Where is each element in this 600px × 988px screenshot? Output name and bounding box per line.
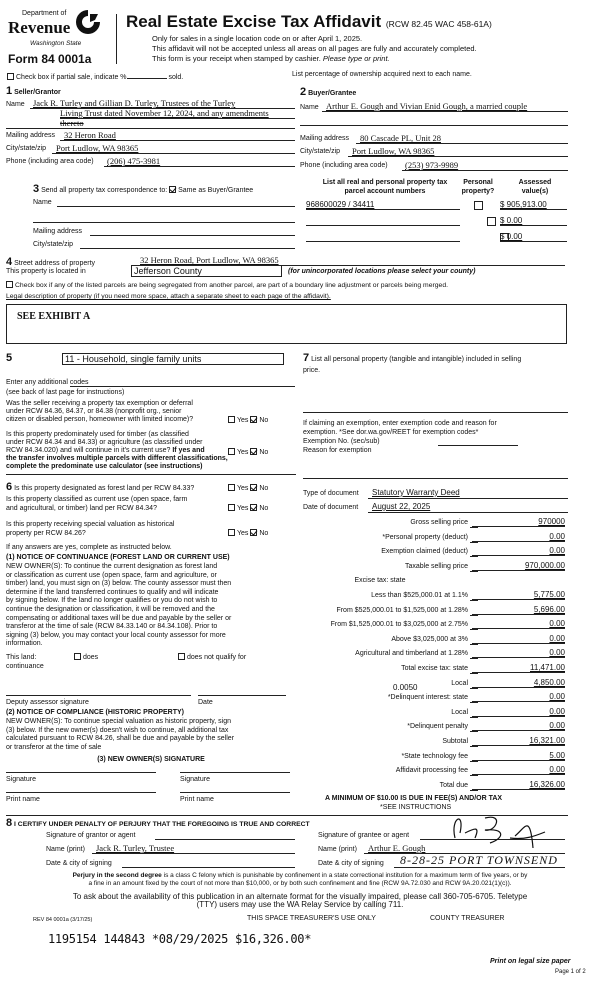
parcel-number-field[interactable]: 968600029 / 34411	[306, 200, 460, 210]
county-select[interactable]: Jefferson County	[131, 265, 282, 277]
q-historic-yesno: Yes No	[228, 529, 268, 537]
exemption-question: Was the seller receiving a property tax exemption or deferral under RCW 84.36, 84.37, or 84.38 (nonprofit org., senior citizen or disabled person, homeowner with limited income)?	[6, 400, 194, 423]
see-instructions-note: *SEE INSTRUCTIONS	[380, 804, 452, 811]
doc-date-field[interactable]: August 22, 2025	[372, 502, 431, 511]
tax-row-value[interactable]: 0.00	[472, 634, 565, 644]
notice-continuance-title: (1) NOTICE OF CONTINUANCE (FOREST LAND OR CURRENT USE)	[6, 554, 230, 561]
treasurer-use: THIS SPACE TREASURER'S USE ONLY	[247, 915, 376, 922]
tax-row-value[interactable]: 0.00	[472, 765, 565, 775]
new-owner-signature-title: (3) NEW OWNER(S) SIGNATURE	[97, 756, 205, 763]
corr-name-field[interactable]	[57, 206, 295, 207]
tax-row-label: *Delinquent interest: state	[387, 694, 468, 702]
yes-checkbox[interactable]	[228, 416, 235, 423]
partial-sale-row: Check box if partial sale, indicate % sold.	[7, 73, 183, 81]
legal-desc-label: Legal description of property (if you need more space, attach a separate sheet to each page of the affidavit).	[6, 293, 331, 300]
personal-property-field[interactable]	[303, 412, 568, 413]
signature-label: Signature	[6, 776, 36, 783]
logo-revenue: Revenue	[8, 18, 71, 37]
buyer-phone[interactable]: (253) 973-9989	[405, 160, 459, 170]
seller-name-line1[interactable]: Jack R. Turley and Gillian D. Turley, Trustees of the Turley	[33, 98, 236, 108]
seller-name-line3[interactable]: thereto	[60, 118, 84, 128]
header-line2: This affidavit will not be accepted unless all areas on all pages are fully and accurately completed.	[152, 44, 477, 53]
corr-mail-field[interactable]	[90, 235, 295, 236]
owner-print-2[interactable]	[180, 792, 290, 793]
tax-row-label: Total due	[439, 781, 468, 789]
assessed-value-field[interactable]: $ 0.00	[500, 232, 567, 242]
tax-row-value[interactable]: 5.00	[472, 751, 565, 761]
tax-row-label: Local	[451, 708, 468, 716]
buyer-mail[interactable]: 80 Cascade PL, Unit 28	[360, 133, 441, 143]
tax-row-label: Gross selling price	[410, 519, 468, 526]
q-forest-yesno: Yes No	[228, 484, 268, 492]
assessed-value-field[interactable]: $ 905,913.00	[500, 200, 567, 210]
tax-row-label: Taxable selling price	[404, 562, 468, 570]
seller-phone[interactable]: (206) 475-3981	[107, 156, 161, 166]
personal-property-checkbox[interactable]	[487, 217, 496, 226]
page-title: Real Estate Excise Tax Affidavit (RCW 82.45 WAC 458-61A)	[126, 12, 492, 31]
form-number: Form 84 0001a	[8, 52, 92, 66]
corr-city-label: City/state/zip	[33, 241, 74, 248]
corr-name-label: Name	[33, 199, 52, 206]
tax-row-label: Above $3,025,000 at 3%	[391, 635, 468, 643]
section5-number: 5	[6, 352, 13, 364]
exemption-no-field[interactable]	[438, 445, 518, 446]
exemption-no-label: Exemption No. (sec/sub)	[303, 438, 380, 445]
grantor-name-field[interactable]: Jack R. Turley, Trustee	[96, 843, 175, 853]
grantee-date-label: Date & city of signing	[318, 860, 384, 867]
tax-row-value[interactable]: 0.00	[472, 692, 565, 702]
tax-row-value[interactable]: 11,471.00	[472, 663, 565, 673]
page-number: Page 1 of 2	[555, 969, 586, 975]
property-street-row: 4 Street address of property	[6, 256, 96, 268]
personal-property-checkbox[interactable]	[474, 201, 483, 210]
header-divider	[116, 14, 117, 64]
additional-codes-field[interactable]	[70, 386, 295, 387]
seller-phone-label: Phone (including area code)	[6, 158, 94, 165]
land-use-code-select[interactable]: 11 - Household, single family units	[62, 353, 284, 365]
parcel-number-field[interactable]	[306, 232, 460, 242]
seller-city[interactable]: Port Ludlow, WA 98365	[56, 143, 139, 153]
located-in-label: This property is located in	[6, 268, 86, 275]
grantee-name-field[interactable]: Arthur E. Gough	[368, 843, 426, 853]
grantor-name-label: Name (print)	[46, 846, 85, 853]
tax-row-label: *Delinquent penalty	[407, 723, 468, 731]
minimum-due-note: A MINIMUM OF $10.00 IS DUE IN FEE(S) AND/OR TAX	[325, 795, 503, 802]
grantor-date-label: Date & city of signing	[46, 860, 112, 867]
buyer-name[interactable]: Arthur E. Gough and Vivian Enid Gough, a married couple	[326, 101, 528, 111]
tax-row-label: Agricultural and timberland at 1.28%	[355, 650, 468, 658]
dor-emblem-icon	[74, 8, 102, 36]
doc-type-field[interactable]: Statutory Warranty Deed	[372, 488, 460, 497]
perjury-notice: Perjury in the second degree is a class C felony which is punishable by confinement in a state correctional institution for a maximum term of five years, or by a fine in an amount fixed by the court of not more than $10,000, or by both such confinement and fine (RCW 9A.72.030 and RCW 9A.20.021(1)(c)).	[72, 872, 528, 887]
seller-city-label: City/state/zip	[6, 145, 47, 152]
grantee-name-label: Name (print)	[318, 846, 357, 853]
yes-checkbox[interactable]	[228, 504, 235, 511]
tax-row-value[interactable]: 970,000.00	[472, 561, 565, 571]
corr-mail-label: Mailing address	[33, 228, 83, 235]
print-legal-note: Print on legal size paper	[490, 958, 571, 965]
this-land-label: This land: continuance	[6, 654, 44, 670]
see-back-note: (see back of last page for instructions)	[6, 389, 125, 396]
does-option: does	[74, 653, 98, 661]
tax-row-label: From $525,000.01 to $1,525,000 at 1.28%	[336, 606, 468, 614]
tax-row-label: Excise tax: state	[354, 577, 406, 585]
tax-row-label: Exemption claimed (deduct)	[381, 548, 468, 556]
header-line1: Only for sales in a single location code on or after April 1, 2025.	[152, 34, 363, 43]
seller-heading: 1 Seller/Grantor	[6, 85, 61, 97]
does-not-option: does not qualify for	[178, 653, 246, 661]
tax-row-value[interactable]: 0.00	[472, 707, 565, 717]
reason-label: Reason for exemption	[303, 447, 372, 454]
doc-date-label: Date of document	[303, 504, 359, 511]
buyer-phone-label: Phone (including area code)	[300, 162, 388, 169]
correspondence-heading: 3 Send all property tax correspondence to: Same as Buyer/Grantee	[33, 183, 254, 195]
grantor-sig-label: Signature of grantor or agent	[46, 832, 136, 839]
logo-state: Washington State	[30, 40, 82, 47]
historic-question: Is this property receiving special valuation as historical property per RCW 84.26?	[6, 521, 175, 537]
certify-heading: 8 I CERTIFY UNDER PENALTY OF PERJURY THAT THE FOREGOING IS TRUE AND CORRECT	[6, 817, 310, 829]
tax-row-label: *State technology fee	[401, 752, 468, 760]
property-street[interactable]: 32 Heron Road, Port Ludlow, WA 98365	[140, 255, 279, 265]
no-checkbox[interactable]	[250, 529, 257, 536]
tax-row-label: Subtotal	[442, 738, 468, 745]
grantee-signature-image[interactable]	[425, 808, 575, 853]
buyer-city[interactable]: Port Ludlow, WA 98365	[352, 146, 435, 156]
tax-row-value[interactable]: 0.00	[472, 619, 565, 629]
tax-row-label: Less than $525,000.01 at 1.1%	[371, 592, 468, 599]
timber-question: Is this property predominately used for timber (as classified under RCW 84.34 and 84.33) or agriculture (as classified under RCW 84.34.020) and will continue in it's current use? If yes and the transfer involves multiple parcels with different classifications, complete the predominate use calculator (see instructions)	[6, 431, 228, 470]
county-note: (for unincorporated locations please select your county)	[288, 268, 476, 275]
tax-row-label: *Personal property (deduct)	[382, 533, 468, 541]
tax-row-value[interactable]: 0.00	[472, 721, 565, 731]
seller-mail[interactable]: 32 Heron Road	[64, 130, 116, 140]
print-name-label: Print name	[6, 796, 40, 803]
q-current-use-yesno: Yes No	[228, 504, 268, 512]
buyer-heading: 2 Buyer/Grantee	[300, 86, 357, 98]
buyer-mail-label: Mailing address	[300, 135, 350, 142]
tax-row-value[interactable]: 0.00	[472, 648, 565, 658]
owner-signature-1[interactable]	[6, 772, 156, 773]
no-checkbox[interactable]	[250, 504, 257, 511]
title-citation: (RCW 82.45 WAC 458-61A)	[385, 19, 492, 29]
grantee-date-field[interactable]: 8-28-25 PORT TOWNSEND	[400, 853, 558, 867]
reason-field[interactable]	[303, 478, 568, 479]
print-name-label: Print name	[180, 796, 214, 803]
tax-row-value[interactable]: 0.00	[472, 546, 565, 556]
notice-continuance-text: NEW OWNER(S): To continue the current designation as forest land or classification as current use (open space, farm and agriculture, or timber) land, you must sign on (3) below. The county assessor must then determine if the land transferred continues to qualify and will indicate by signing below. If the land no longer qualifies or you do not wish to continue the designation or classification, it will be removed and the compensating or additional taxes will be due and payable by the seller or transferor at the time of sale (RCW 84.33.140 or 84.34.108). Prior to signing (3) below, you may contact your local county assessor for more information.	[6, 563, 232, 648]
accessibility-notice: To ask about the availability of this publication in an alternate format for the visually impaired, please call 360-705-6705. Teletype (TTY) users may use the WA Relay Service by calling 711.	[72, 892, 528, 909]
parcel-table: List all real and personal property tax parcel account numbers Personal property? Assessed value(s) 968600029 / 34411 $ 905,913.00 $ 0.00 $ 0.00	[0, 0, 600, 10]
deputy-signature-field[interactable]	[6, 695, 191, 696]
tax-row-value[interactable]: 5,696.00	[472, 605, 565, 615]
notice-compliance-text: NEW OWNER(S): To continue special valuation as historic property, sign (3) below. If the new owner(s) doesn't wish to continue, all additional tax calculated pursuant to RCW 84.26, shall be due and payable by the seller or transferor at the time of sale	[6, 718, 235, 751]
tax-row-value[interactable]: 16,321.00	[472, 736, 565, 746]
tax-row-label: Total excise tax: state	[401, 665, 468, 672]
signature-label: Signature	[180, 776, 210, 783]
buyer-city-label: City/state/zip	[300, 148, 341, 155]
treasurer-receipt-stamp: 1195154 144843 *08/29/2025 $16,326.00*	[48, 932, 312, 946]
buyer-name-label: Name	[300, 104, 319, 111]
exemption-instructions: If claiming an exemption, enter exemption code and reason for exemption. *See dor.wa.gov/REET for exemption codes*	[303, 420, 497, 436]
parcel-number-field[interactable]	[306, 216, 460, 226]
q-exemption-yesno: Yes No	[228, 416, 268, 424]
tax-row-value[interactable]: 4,850.00	[472, 678, 565, 688]
date-label: Date	[198, 699, 213, 706]
tax-row-value[interactable]: 5,775.00	[472, 590, 565, 600]
owner-print-1[interactable]	[6, 792, 156, 793]
seller-name-label: Name	[6, 101, 25, 108]
assessed-value-field[interactable]: $ 0.00	[500, 216, 567, 226]
no-checkbox[interactable]	[250, 448, 257, 455]
if-yes-note: If any answers are yes, complete as instructed below.	[6, 544, 172, 551]
logo-dept: Department of	[22, 10, 67, 17]
seller-name-line2[interactable]: Living Trust dated November 12, 2024, and any amendments	[60, 108, 269, 118]
yes-checkbox[interactable]	[228, 448, 235, 455]
tax-row-value[interactable]: 0.00	[472, 532, 565, 542]
no-checkbox[interactable]	[250, 484, 257, 491]
tax-row-value[interactable]: 970000	[472, 517, 565, 527]
does-checkbox[interactable]	[74, 653, 81, 660]
forest-question: 6 Is this property designated as forest land per RCW 84.33?	[6, 481, 195, 493]
yes-checkbox[interactable]	[228, 529, 235, 536]
segregated-checkbox[interactable]	[6, 281, 13, 288]
revision: REV 84 0001a (3/17/25)	[33, 917, 93, 923]
tax-row-label: From $1,525,000.01 to $3,025,000 at 2.75%	[330, 621, 468, 629]
partial-sale-checkbox[interactable]	[7, 73, 14, 80]
doc-type-label: Type of document	[303, 490, 359, 497]
county-treasurer: COUNTY TREASURER	[430, 915, 505, 922]
same-as-buyer-checkbox[interactable]	[169, 186, 176, 193]
additional-codes-label: Enter any additional codes	[6, 379, 89, 386]
header-line3: This form is your receipt when stamped by cashier. Please type or print.	[152, 54, 390, 63]
does-not-checkbox[interactable]	[178, 653, 185, 660]
corr-city-field[interactable]	[80, 248, 295, 249]
tax-row-value[interactable]: 16,326.00	[472, 780, 565, 790]
yes-checkbox[interactable]	[228, 484, 235, 491]
grantor-date-field[interactable]	[122, 867, 295, 868]
personal-property-label: 7 List all personal property (tangible and intangible) included in selling price.	[303, 352, 522, 374]
grantor-signature-field[interactable]	[155, 839, 295, 840]
q-timber-yesno: Yes No	[228, 448, 268, 456]
tax-row-label: Affidavit processing fee	[395, 767, 468, 775]
current-use-question: Is this property classified as current use (open space, farm and agricultural, or timber) land per RCW 84.34?	[6, 496, 188, 512]
segregated-row: Check box if any of the listed parcels are being segregated from another parcel, are part of a boundary line adjustment or parcels being merged.	[6, 281, 448, 289]
ownership-note: List percentage of ownership acquired next to each name.	[292, 71, 472, 78]
grantee-sig-label: Signature of grantee or agent	[318, 832, 410, 839]
notice-compliance-title: (2) NOTICE OF COMPLIANCE (HISTORIC PROPERTY)	[6, 709, 184, 716]
local-rate: 0.0050	[393, 683, 418, 692]
deputy-label: Deputy assessor signature	[6, 699, 89, 706]
tax-row-label: Local	[451, 679, 468, 687]
legal-description-field[interactable]: SEE EXHIBIT A	[6, 304, 567, 344]
no-checkbox[interactable]	[250, 416, 257, 423]
seller-mail-label: Mailing address	[6, 132, 56, 139]
